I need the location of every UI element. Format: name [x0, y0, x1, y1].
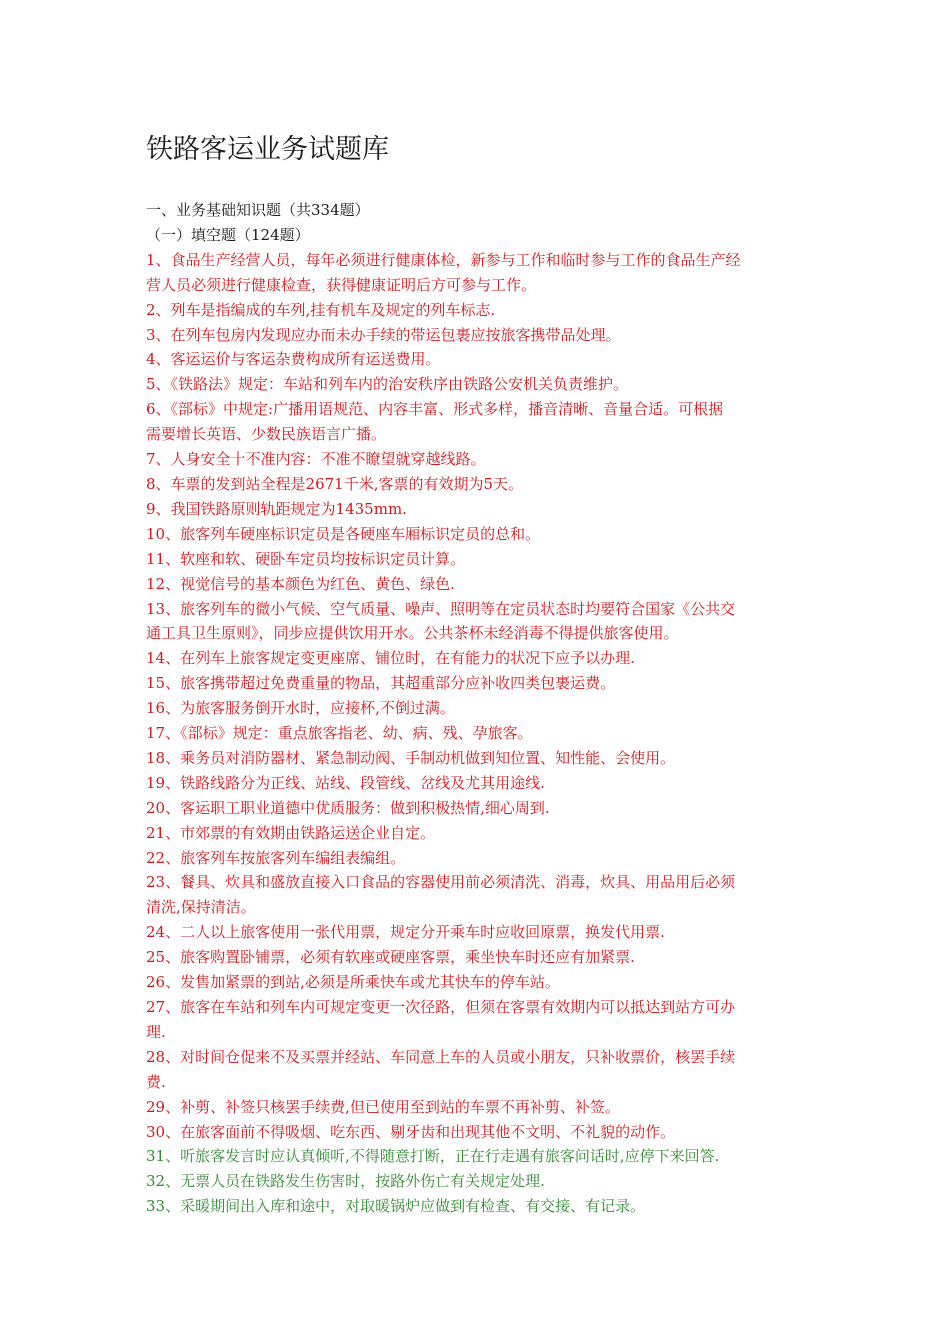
question-item: 13、旅客列车的微小气候、空气质量、噪声、照明等在定员状态时均要符合国家《公共交 通工具卫生原则》，同步应提供饮用开水。公共茶杯未经消毒不得提供旅客使用。 — [146, 599, 736, 643]
question-item: 25、旅客购置卧铺票，必须有软座或硬座客票，乘坐快车时还应有加紧票. — [146, 948, 635, 967]
question-item: 23、餐具、炊具和盛放直接入口食品的容器使用前必须清洗、消毒，炊具、用品用后必须 清洗,保持清洁。 — [146, 873, 736, 917]
question-item: 16、为旅客服务倒开水时，应接杯,不倒过满。 — [146, 699, 455, 718]
question-item: 33、采暖期间出入库和途中，对取暖锅炉应做到有检查、有交接、有记录。 — [146, 1197, 646, 1216]
question-item: 4、客运运价与客运杂费构成所有运送费用。 — [146, 350, 441, 369]
subsection-heading: （一）填空题（124题） — [146, 225, 310, 244]
question-item: 28、对时间仓促来不及买票并经站、车同意上车的人员或小朋友，只补收票价，核罢手续 费. — [146, 1047, 736, 1091]
document-page — [146, 130, 810, 1219]
question-item: 27、旅客在车站和列车内可规定变更一次径路，但须在客票有效期内可以抵达到站方可办 理. — [146, 998, 736, 1041]
question-item: 8、车票的发到站全程是2671千米,客票的有效期为5天。 — [146, 474, 524, 493]
question-item: 5、《铁路法》规定：车站和列车内的治安秩序由铁路公安机关负责维护。 — [146, 375, 629, 394]
question-item: 19、铁路线路分为正线、站线、段管线、岔线及尤其用途线. — [146, 773, 545, 792]
question-item: 9、我国铁路原则轨距规定为1435mm. — [146, 499, 407, 518]
question-item: 3、在列车包房内发现应办而未办手续的带运包裹应按旅客携带品处理。 — [146, 325, 621, 344]
question-item: 14、在列车上旅客规定变更座席、铺位时，在有能力的状况下应予以办理. — [146, 649, 635, 668]
question-item: 21、市郊票的有效期由铁路运送企业自定。 — [146, 823, 436, 842]
question-item: 26、发售加紧票的到站,必须是所乘快车或尤其快车的停车站。 — [146, 973, 560, 992]
question-item: 2、列车是指编成的车列,挂有机车及规定的列车标志. — [146, 300, 496, 319]
question-item: 32、无票人员在铁路发生伤害时，按路外伤亡有关规定处理. — [146, 1172, 545, 1191]
question-item: 17、《部标》规定：重点旅客指老、幼、病、残、孕旅客。 — [146, 724, 533, 743]
question-item: 29、补剪、补签只核罢手续费,但已使用至到站的车票不再补剪、补签。 — [146, 1097, 620, 1116]
question-item: 12、视觉信号的基本颜色为红色、黄色、绿色. — [146, 574, 455, 593]
question-item: 7、人身安全十不准内容：不准不瞭望就穿越线路。 — [146, 450, 486, 469]
section-heading: 一、业务基础知识题（共334题） — [146, 201, 370, 219]
question-item: 15、旅客携带超过免费重量的物品，其超重部分应补收四类包裹运费。 — [146, 674, 616, 693]
question-item: 31、听旅客发言时应认真倾听,不得随意打断，正在行走遇有旅客问话时,应停下来回答. — [146, 1147, 720, 1166]
question-item: 10、旅客列车硬座标识定员是各硬座车厢标识定员的总和。 — [146, 524, 541, 543]
question-item: 18、乘务员对消防器材、紧急制动阀、手制动机做到知位置、知性能、会使用。 — [146, 748, 676, 767]
question-item: 30、在旅客面前不得吸烟、吃东西、剔牙齿和出现其他不文明、不礼貌的动作。 — [146, 1122, 676, 1141]
question-item: 20、客运职工职业道德中优质服务：做到积极热情,细心周到. — [146, 798, 550, 817]
question-list — [146, 248, 810, 1219]
question-item: 24、二人以上旅客使用一张代用票，规定分开乘车时应收回原票，换发代用票. — [146, 923, 665, 942]
question-item: 11、软座和软、硬卧车定员均按标识定员计算。 — [146, 549, 466, 568]
question-item: 22、旅客列车按旅客列车编组表编组。 — [146, 848, 406, 867]
question-item: 1、食品生产经营人员，每年必须进行健康体检，新参与工作和临时参与工作的食品生产经 营人员必须进行健康检查，获得健康证明后方可参与工作。 — [146, 250, 741, 294]
document-title: 铁路客运业务试题库 — [146, 134, 389, 165]
question-item: 6、《部标》中规定:广播用语规范、内容丰富、形式多样，播音清晰、音量合适。可根据 需要增长英语、少数民族语言广播。 — [146, 400, 724, 444]
